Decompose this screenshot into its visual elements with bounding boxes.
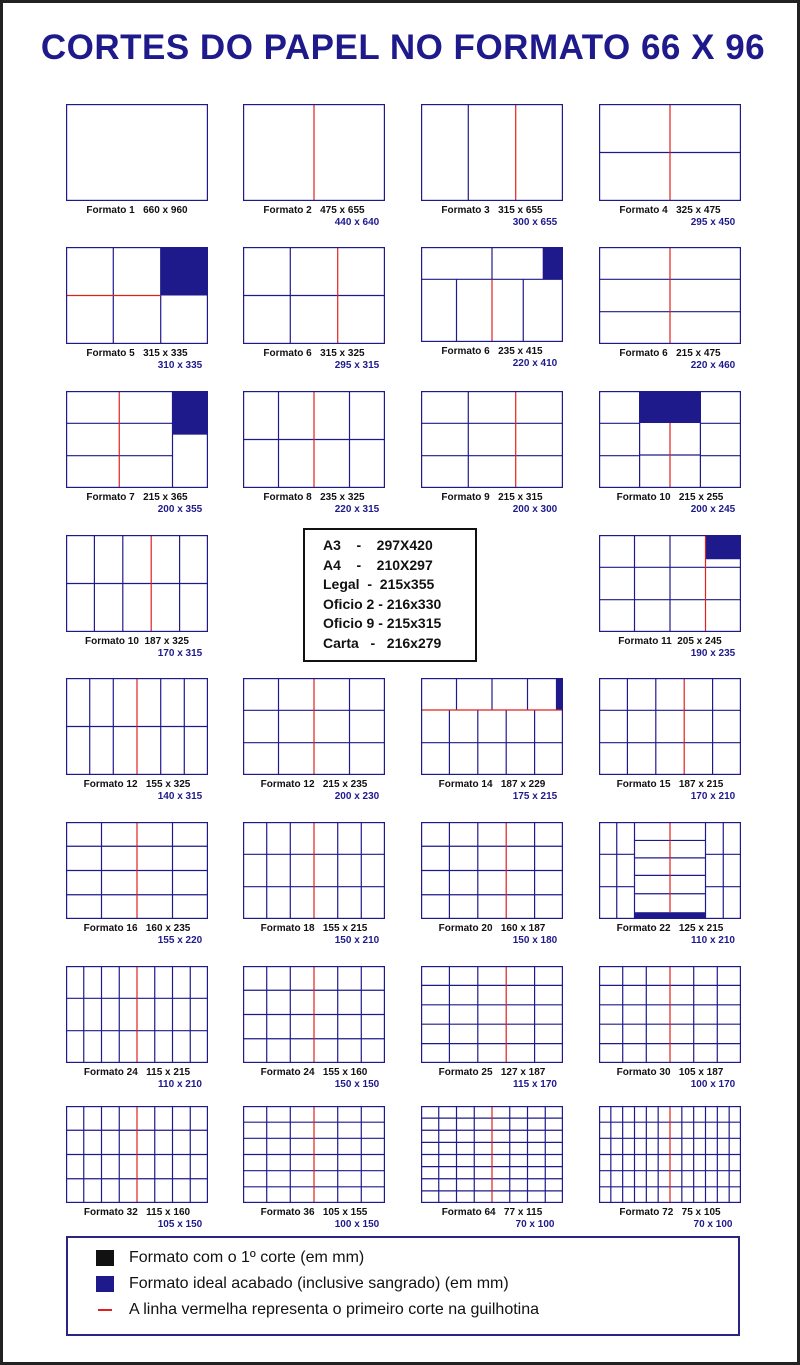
black-swatch-icon <box>96 1250 114 1266</box>
paper-size-a3: A3 - 297X420 <box>323 537 433 553</box>
format-diagram <box>599 1106 741 1239</box>
format-label: Formato 8 235 x 325 <box>263 492 365 503</box>
ideal-size-label: 115 x 170 <box>513 1079 557 1090</box>
format-diagram <box>599 678 741 811</box>
format-sheet-svg <box>421 1106 563 1203</box>
format-diagram <box>66 247 208 380</box>
format-label: Formato 24 155 x 160 <box>260 1067 368 1078</box>
format-label: Formato 3 315 x 655 <box>441 205 543 216</box>
format-diagram <box>421 678 563 811</box>
format-sheet-svg <box>599 391 741 488</box>
format-label: Formato 32 115 x 160 <box>83 1207 191 1218</box>
sheet-border <box>422 392 563 488</box>
format-label: Formato 14 187 x 229 <box>438 779 546 790</box>
format-label: Formato 11 205 x 245 <box>618 636 722 647</box>
format-diagram <box>243 678 385 811</box>
ideal-size-label: 100 x 170 <box>690 1079 736 1090</box>
ideal-size-label: 105 x 150 <box>157 1219 203 1230</box>
format-label: Formato 2 475 x 655 <box>263 205 365 216</box>
legend-ideal-text: Formato ideal acabado (inclusive sangrado) (em mm) <box>129 1275 509 1292</box>
format-diagram <box>66 822 208 955</box>
format-label: Formato 10 215 x 255 <box>616 492 724 503</box>
format-label: Formato 1 660 x 960 <box>86 205 188 216</box>
format-diagram <box>421 247 563 378</box>
ideal-size-label: 300 x 655 <box>512 217 558 228</box>
paper-size-legal: Legal - 215x355 <box>323 576 435 592</box>
ideal-size-label: 220 x 315 <box>334 504 380 515</box>
format-label: Formato 7 215 x 365 <box>86 492 188 503</box>
format-diagram <box>421 1106 563 1239</box>
format-sheet-svg <box>243 678 385 775</box>
page-title: CORTES DO PAPEL NO FORMATO 66 X 96 <box>40 28 766 67</box>
format-sheet-svg <box>599 247 741 344</box>
ideal-size-label: 150 x 150 <box>334 1079 380 1090</box>
ideal-size-label: 150 x 180 <box>512 935 558 946</box>
format-diagram <box>243 822 385 955</box>
format-diagram <box>599 104 741 237</box>
ideal-format-block <box>640 391 701 423</box>
ideal-size-label: 310 x 335 <box>157 360 203 371</box>
format-label: Formato 36 105 x 155 <box>260 1207 368 1218</box>
sheet-border <box>422 105 563 201</box>
format-sheet-svg <box>599 535 741 632</box>
format-sheet-svg <box>421 391 563 488</box>
ideal-size-label: 440 x 640 <box>334 217 380 228</box>
ideal-format-block <box>543 247 563 279</box>
format-diagram <box>243 104 385 237</box>
format-label: Formato 9 215 x 315 <box>441 492 543 503</box>
format-diagram <box>599 535 741 668</box>
format-label: Formato 22 125 x 215 <box>616 923 724 934</box>
ideal-format-block <box>173 391 209 435</box>
format-diagram <box>599 247 741 380</box>
ideal-size-label: 170 x 315 <box>157 648 203 659</box>
sheet-border <box>422 967 563 1063</box>
format-sheet-svg <box>66 391 208 488</box>
ideal-size-label: 295 x 315 <box>334 360 380 371</box>
format-label: Formato 20 160 x 187 <box>438 923 546 934</box>
format-diagram <box>243 1106 385 1239</box>
paper-size-carta: Carta - 216x279 <box>323 634 442 651</box>
format-label: Formato 15 187 x 215 <box>616 779 724 790</box>
ideal-size-label: 70 x 100 <box>693 1219 733 1230</box>
format-sheet-svg <box>421 966 563 1063</box>
legend-red-line-text: A linha vermelha representa o primeiro corte na guilhotina <box>129 1301 540 1318</box>
ideal-size-label: 175 x 215 <box>512 791 558 802</box>
format-diagram <box>599 822 741 955</box>
format-sheet-svg <box>599 678 741 775</box>
ideal-size-label: 150 x 210 <box>334 935 380 946</box>
format-label: Formato 72 75 x 105 <box>619 1207 721 1218</box>
format-sheet-svg <box>243 247 385 344</box>
ideal-size-label: 220 x 460 <box>690 360 736 371</box>
ideal-size-label: 200 x 300 <box>512 504 558 515</box>
legend-box <box>66 1236 740 1336</box>
format-sheet-svg <box>66 822 208 919</box>
sheet-border <box>67 105 208 201</box>
ideal-size-label: 100 x 150 <box>334 1219 380 1230</box>
format-diagram <box>66 966 208 1099</box>
format-sheet-svg <box>66 678 208 775</box>
format-diagram <box>599 966 741 1099</box>
format-sheet-svg <box>421 678 563 775</box>
ideal-size-label: 140 x 315 <box>157 791 203 802</box>
format-sheet-svg <box>243 966 385 1063</box>
format-sheet-svg <box>243 391 385 488</box>
ideal-size-label: 200 x 230 <box>334 791 380 802</box>
format-label: Formato 4 325 x 475 <box>619 205 721 216</box>
format-label: Formato 24 115 x 215 <box>83 1067 191 1078</box>
format-diagram <box>243 966 385 1099</box>
blue-swatch-icon <box>96 1276 114 1292</box>
format-diagram <box>66 678 208 811</box>
ideal-size-label: 110 x 210 <box>691 935 735 946</box>
legend-first-cut-text: Formato com o 1º corte (em mm) <box>129 1249 365 1266</box>
format-diagram <box>243 247 385 380</box>
ideal-size-label: 220 x 410 <box>512 358 558 369</box>
format-diagram <box>421 822 563 955</box>
format-sheet-svg <box>599 822 741 919</box>
format-label: Formato 25 127 x 187 <box>438 1067 546 1078</box>
format-sheet-svg <box>66 247 208 344</box>
format-label: Formato 6 235 x 415 <box>441 346 543 357</box>
format-diagram <box>243 391 385 524</box>
ideal-size-label: 70 x 100 <box>515 1219 555 1230</box>
format-sheet-svg <box>66 535 208 632</box>
paper-size-a4: A4 - 210X297 <box>323 556 433 573</box>
ideal-size-label: 295 x 450 <box>690 217 736 228</box>
ideal-format-block <box>706 535 742 559</box>
red-line-icon <box>98 1309 112 1311</box>
ideal-size-label: 155 x 220 <box>157 935 203 946</box>
format-diagram <box>421 104 563 237</box>
format-label: Formato 12 155 x 325 <box>83 779 191 790</box>
format-sheet-svg <box>66 104 208 201</box>
format-label: Formato 5 315 x 335 <box>86 348 188 359</box>
ideal-format-block <box>161 247 208 296</box>
format-sheet-svg <box>421 104 563 201</box>
format-label: Formato 16 160 x 235 <box>83 923 191 934</box>
paper-size-oficio-9: Oficio 9 - 215x315 <box>323 615 442 631</box>
format-diagram <box>421 391 563 524</box>
ideal-size-label: 170 x 210 <box>690 791 736 802</box>
format-sheet-svg <box>599 104 741 201</box>
ideal-size-label: 200 x 245 <box>690 504 736 515</box>
format-label: Formato 30 105 x 187 <box>616 1067 724 1078</box>
format-label: Formato 6 215 x 475 <box>619 348 721 359</box>
paper-sizes-box <box>303 528 477 662</box>
ideal-size-label: 200 x 355 <box>157 504 203 515</box>
format-sheet-svg <box>243 104 385 201</box>
paper-size-oficio-2: Oficio 2 - 216x330 <box>323 595 442 612</box>
format-sheet-svg <box>421 247 563 342</box>
format-diagram <box>66 1106 208 1239</box>
format-sheet-svg <box>243 1106 385 1203</box>
format-diagram <box>66 104 208 237</box>
format-sheet-svg <box>599 1106 741 1203</box>
format-sheet-svg <box>599 966 741 1063</box>
format-diagram <box>66 391 208 524</box>
format-sheet-svg <box>66 966 208 1063</box>
format-sheet-svg <box>421 822 563 919</box>
format-sheet-svg <box>243 822 385 919</box>
format-label: Formato 18 155 x 215 <box>260 923 368 934</box>
format-label: Formato 64 77 x 115 <box>441 1207 543 1218</box>
sheet-border <box>600 679 741 775</box>
format-diagram <box>421 966 563 1099</box>
ideal-size-label: 110 x 210 <box>158 1079 202 1090</box>
format-diagram <box>66 535 208 668</box>
format-sheet-svg <box>66 1106 208 1203</box>
format-diagram <box>599 391 741 524</box>
ideal-size-label: 190 x 235 <box>690 648 736 659</box>
format-label: Formato 6 315 x 325 <box>263 348 365 359</box>
format-label: Formato 12 215 x 235 <box>260 779 368 790</box>
format-label: Formato 10 187 x 325 <box>85 636 189 647</box>
